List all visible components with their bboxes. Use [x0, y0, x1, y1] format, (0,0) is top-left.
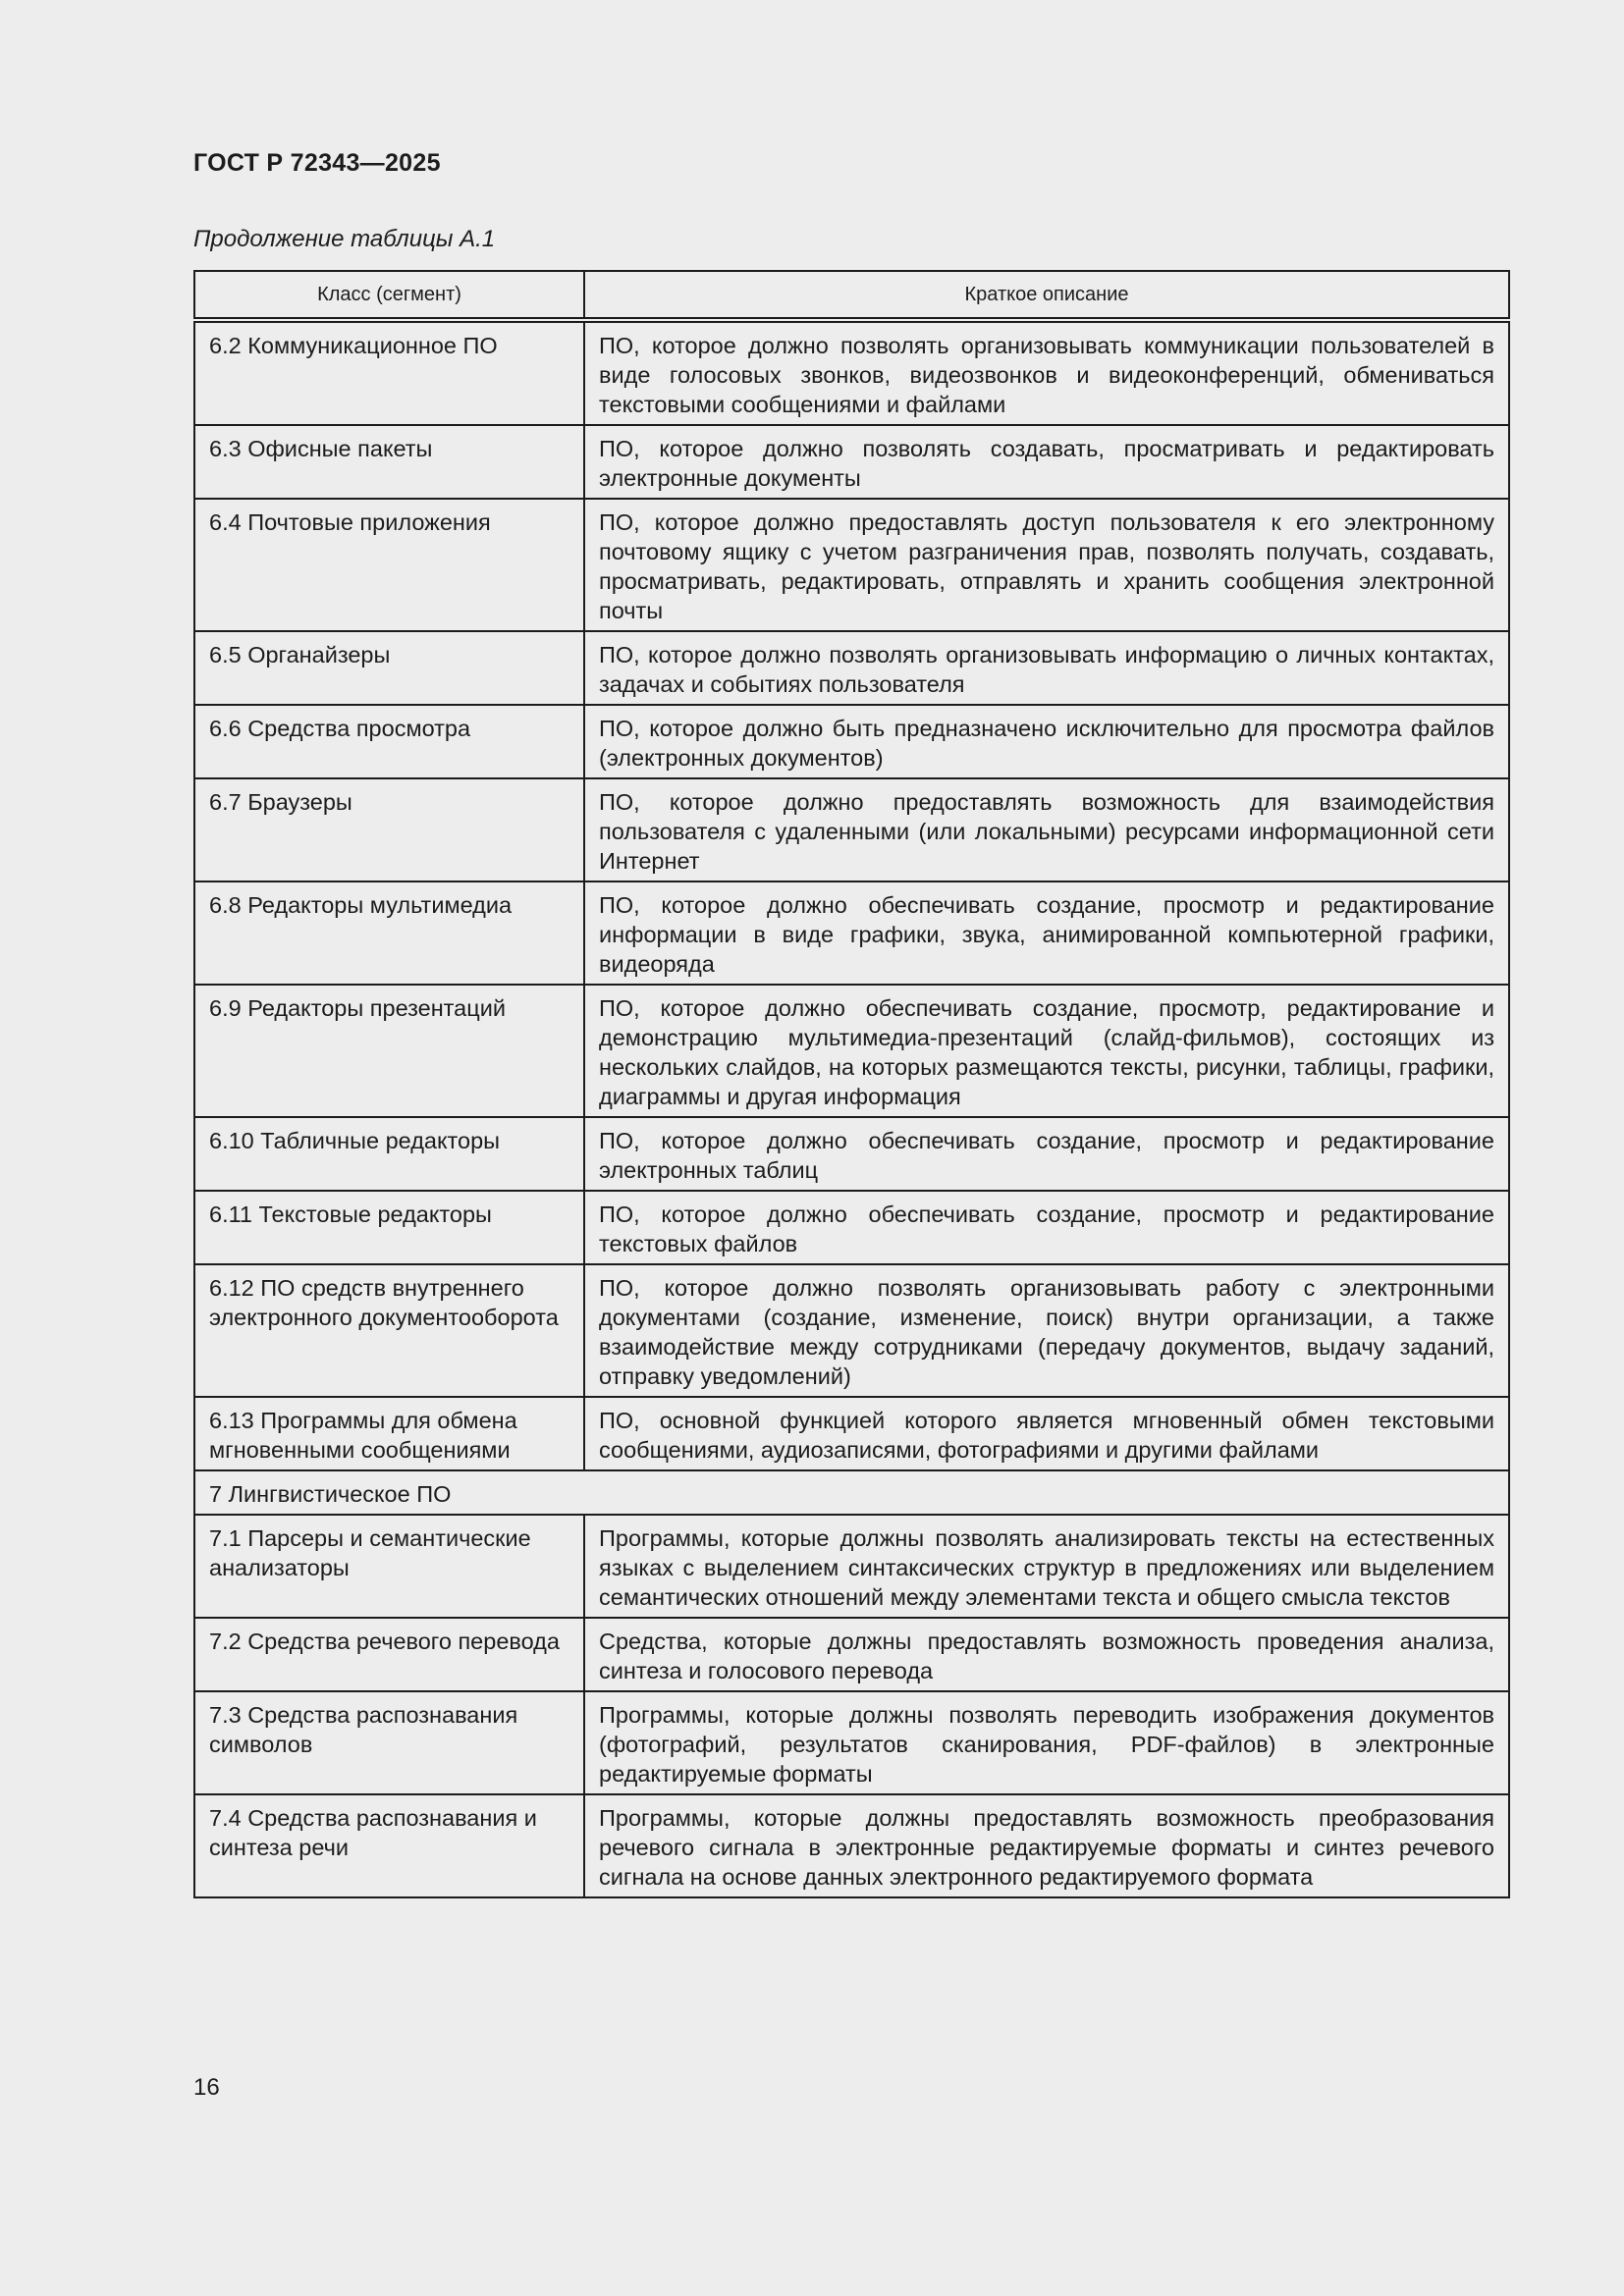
description-cell: ПО, которое должно обеспечивать создание, просмотр, редактирование и демонстрацию мультимедиа-презентаций (слайд-фильмов), состоящих из нескольких слайдов, на которых размещаются тексты, рисунки, таблицы, графики, диаграммы и другая информация	[584, 985, 1509, 1117]
document-header: ГОСТ Р 72343—2025	[193, 149, 441, 177]
description-cell: ПО, которое должно обеспечивать создание, просмотр и редактирование текстовых файлов	[584, 1191, 1509, 1264]
class-cell: 7.4 Средства распознавания и синтеза речи	[194, 1794, 584, 1897]
table-body	[194, 320, 1509, 1897]
class-cell: 6.5 Органайзеры	[194, 631, 584, 705]
description-cell: ПО, которое должно обеспечивать создание, просмотр и редактирование электронных таблиц	[584, 1117, 1509, 1191]
class-cell: 6.4 Почтовые приложения	[194, 499, 584, 631]
description-cell: ПО, которое должно позволять создавать, просматривать и редактировать электронные документы	[584, 425, 1509, 499]
table-row	[194, 778, 1509, 881]
table-row	[194, 1794, 1509, 1897]
class-cell: 6.7 Браузеры	[194, 778, 584, 881]
column-header-class: Класс (сегмент)	[194, 271, 584, 320]
table-row	[194, 1264, 1509, 1397]
class-cell: 6.8 Редакторы мультимедиа	[194, 881, 584, 985]
description-cell: Программы, которые должны позволять анализировать тексты на естественных языках с выделением синтаксических структур в предложениях или выделением семантических отношений между элементами текста и общего смысла текстов	[584, 1515, 1509, 1618]
table-row	[194, 425, 1509, 499]
description-cell: ПО, которое должно позволять организовывать работу с электронными документами (создание, изменение, поиск) внутри организации, а также взаимодействие между сотрудниками (передачу документов, выдачу заданий, отправку уведомлений)	[584, 1264, 1509, 1397]
description-cell: ПО, которое должно быть предназначено исключительно для просмотра файлов (электронных документов)	[584, 705, 1509, 778]
class-cell: 6.12 ПО средств внутреннего электронного документооборота	[194, 1264, 584, 1397]
table-header-row	[194, 271, 1509, 320]
description-cell: Средства, которые должны предоставлять возможность проведения анализа, синтеза и голосового перевода	[584, 1618, 1509, 1691]
class-cell: 6.2 Коммуникационное ПО	[194, 320, 584, 425]
section-title: 7 Лингвистическое ПО	[194, 1470, 1509, 1515]
description-cell: ПО, которое должно позволять организовывать информацию о личных контактах, задачах и событиях пользователя	[584, 631, 1509, 705]
description-cell: Программы, которые должны позволять переводить изображения документов (фотографий, результатов сканирования, PDF-файлов) в электронные редактируемые форматы	[584, 1691, 1509, 1794]
table-row	[194, 881, 1509, 985]
description-cell: Программы, которые должны предоставлять возможность преобразования речевого сигнала в электронные редактируемые форматы и синтез речевого сигнала на основе данных электронного редактируемого формата	[584, 1794, 1509, 1897]
table-row	[194, 1117, 1509, 1191]
class-cell: 7.1 Парсеры и семантические анализаторы	[194, 1515, 584, 1618]
description-cell: ПО, основной функцией которого является мгновенный обмен текстовыми сообщениями, аудиозаписями, фотографиями и другими файлами	[584, 1397, 1509, 1470]
classification-table	[193, 270, 1510, 1898]
class-cell: 6.11 Текстовые редакторы	[194, 1191, 584, 1264]
table-row	[194, 320, 1509, 425]
class-cell: 6.9 Редакторы презентаций	[194, 985, 584, 1117]
table-row	[194, 1618, 1509, 1691]
class-cell: 7.3 Средства распознавания символов	[194, 1691, 584, 1794]
class-cell: 6.10 Табличные редакторы	[194, 1117, 584, 1191]
table-row	[194, 1191, 1509, 1264]
description-cell: ПО, которое должно предоставлять возможность для взаимодействия пользователя с удаленными (или локальными) ресурсами информационной сети Интернет	[584, 778, 1509, 881]
class-cell: 7.2 Средства речевого перевода	[194, 1618, 584, 1691]
table-caption: Продолжение таблицы А.1	[193, 226, 496, 252]
column-header-description: Краткое описание	[584, 271, 1509, 320]
table-row	[194, 499, 1509, 631]
table-row	[194, 631, 1509, 705]
description-cell: ПО, которое должно предоставлять доступ пользователя к его электронному почтовому ящику с учетом разграничения прав, позволять получать, создавать, просматривать, редактировать, отправлять и хранить сообщения электронной почты	[584, 499, 1509, 631]
table-section-row	[194, 1470, 1509, 1515]
table-row	[194, 1691, 1509, 1794]
class-cell: 6.6 Средства просмотра	[194, 705, 584, 778]
class-cell: 6.13 Программы для обмена мгновенными сообщениями	[194, 1397, 584, 1470]
table-row	[194, 1515, 1509, 1618]
table-row	[194, 705, 1509, 778]
description-cell: ПО, которое должно обеспечивать создание, просмотр и редактирование информации в виде графики, звука, анимированной компьютерной графики, видеоряда	[584, 881, 1509, 985]
class-cell: 6.3 Офисные пакеты	[194, 425, 584, 499]
table-row	[194, 1397, 1509, 1470]
description-cell: ПО, которое должно позволять организовывать коммуникации пользователей в виде голосовых звонков, видеозвонков и видеоконференций, обмениваться текстовыми сообщениями и файлами	[584, 320, 1509, 425]
page-number: 16	[193, 2074, 220, 2101]
table-row	[194, 985, 1509, 1117]
